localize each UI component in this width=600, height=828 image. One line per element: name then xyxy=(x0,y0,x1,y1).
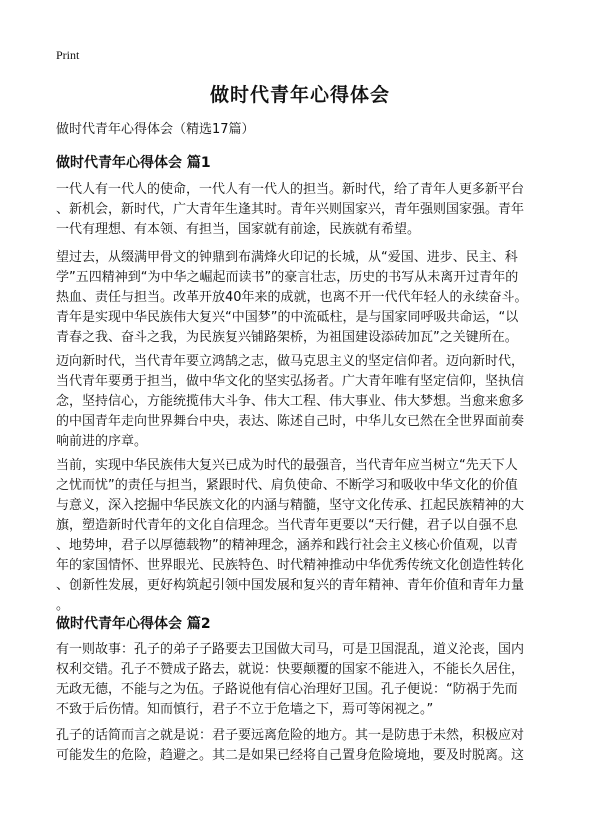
text-line: 权利交错。孔子不赞成子路去，就说：快要颠覆的国家不能进入，不能长久居住， xyxy=(56,662,525,677)
text-line: 之忧而忧”的责任与担当，紧跟时代、肩负使命、不断学习和吸收中华文化的价值 xyxy=(56,478,518,493)
text-line: 响前进的序章。 xyxy=(56,434,148,449)
print-link[interactable]: Print xyxy=(56,48,80,62)
text-line: 当代青年要勇于担当，做中华文化的坚实弘扬者。广大青年唯有坚定信仰，坚执信 xyxy=(56,374,525,389)
paragraph-1-2 xyxy=(56,248,546,348)
paragraph-1-4 xyxy=(56,456,546,616)
text-line: 、地势坤，君子以厚德载物”的精神理念，涵养和践行社会主义核心价值观，以青 xyxy=(56,538,518,553)
text-line: 青春之我、奋斗之我，为民族复兴铺路架桥，为祖国建设添砖加瓦”之关键所在。 xyxy=(56,330,518,345)
text-line: 不致于后伤情。知而慎行，君子不立于危墙之下，焉可等闲视之。” xyxy=(56,702,434,717)
text-line: 望过去，从缀满甲骨文的钟鼎到布满烽火印记的长城，从“爱国、进步、民主、科 xyxy=(56,250,518,265)
text-line: 学”五四精神到“为中华之崛起而读书”的豪言壮志，历史的书写从未离开过青年的 xyxy=(56,270,519,285)
section-heading-2: 做时代青年心得体会 篇2 xyxy=(56,616,211,632)
page-title: 做时代青年心得体会 xyxy=(209,84,390,106)
text-line: 与意义，深入挖掘中华民族文化的内涵与精髓，坚守文化传承、扛起民族精神的大 xyxy=(56,498,525,513)
text-line: 。 xyxy=(56,598,70,613)
text-line: 一代人有一代人的使命，一代人有一代人的担当。新时代，给了青年人更多新平台 xyxy=(56,182,525,197)
text-line: 旗，塑造新时代青年的文化自信理念。当代青年更要以“天行健，君子以自强不息 xyxy=(56,518,518,533)
text-line: 念，坚持信心，方能统揽伟大斗争、伟大工程、伟大事业、伟大梦想。当愈来愈多 xyxy=(56,394,525,409)
text-line: 一代有理想、有本领、有担当，国家就有前途，民族就有希望。 xyxy=(56,222,421,237)
subtitle: 做时代青年心得体会（精选17篇） xyxy=(56,122,255,137)
text-line: 的中国青年走向世界舞台中央，表达、陈述自己时，中华儿女已然在全世界面前奏 xyxy=(56,414,525,429)
text-line: 无政无德，不能与之为伍。子路说他有信心治理好卫国。孔子便说：“防祸于先而 xyxy=(56,682,518,697)
text-line: 年的家国情怀、世界眼光、民族特色、时代精神推动中华优秀传统文化创造性转化 xyxy=(56,558,525,573)
paragraph-2-2 xyxy=(56,726,546,766)
text-line: 当前，实现中华民族伟大复兴已成为时代的最强音，当代青年应当树立“先天下人 xyxy=(56,458,518,473)
text-line: 青年是实现中华民族伟大复兴“中国梦”的中流砥柱，是与国家同呼吸共命运，“以 xyxy=(56,310,519,325)
paragraph-2-1 xyxy=(56,640,546,720)
text-line: 有一则故事：孔子的弟子子路要去卫国做大司马，可是卫国混乱，道义沦丧，国内 xyxy=(56,642,525,657)
text-line: 迈向新时代，当代青年要立鸿鹄之志，做马克思主义的坚定信仰者。迈向新时代， xyxy=(56,354,525,369)
text-line: 、创新性发展，更好构筑起引领中国发展和复兴的青年精神、青年价值和青年力量 xyxy=(56,578,525,593)
text-line: 热血、责任与担当。改革开放40年来的成就，也离不开一代代年轻人的永续奋斗。 xyxy=(56,290,528,305)
text-line: 孔子的话简而言之就是说：君子要远离危险的地方。其一是防患于未然，积极应对 xyxy=(56,728,525,743)
text-line: 、新机会，新时代，广大青年生逢其时。青年兴则国家兴，青年强则国家强。青年 xyxy=(56,202,525,217)
paragraph-1-3 xyxy=(56,352,546,452)
text-line: 可能发生的危险，趋避之。其二是如果已经将自己置身危险境地，要及时脱离。这 xyxy=(56,748,525,763)
section-heading-1: 做时代青年心得体会 篇1 xyxy=(56,155,211,171)
paragraph-1-1 xyxy=(56,180,546,240)
